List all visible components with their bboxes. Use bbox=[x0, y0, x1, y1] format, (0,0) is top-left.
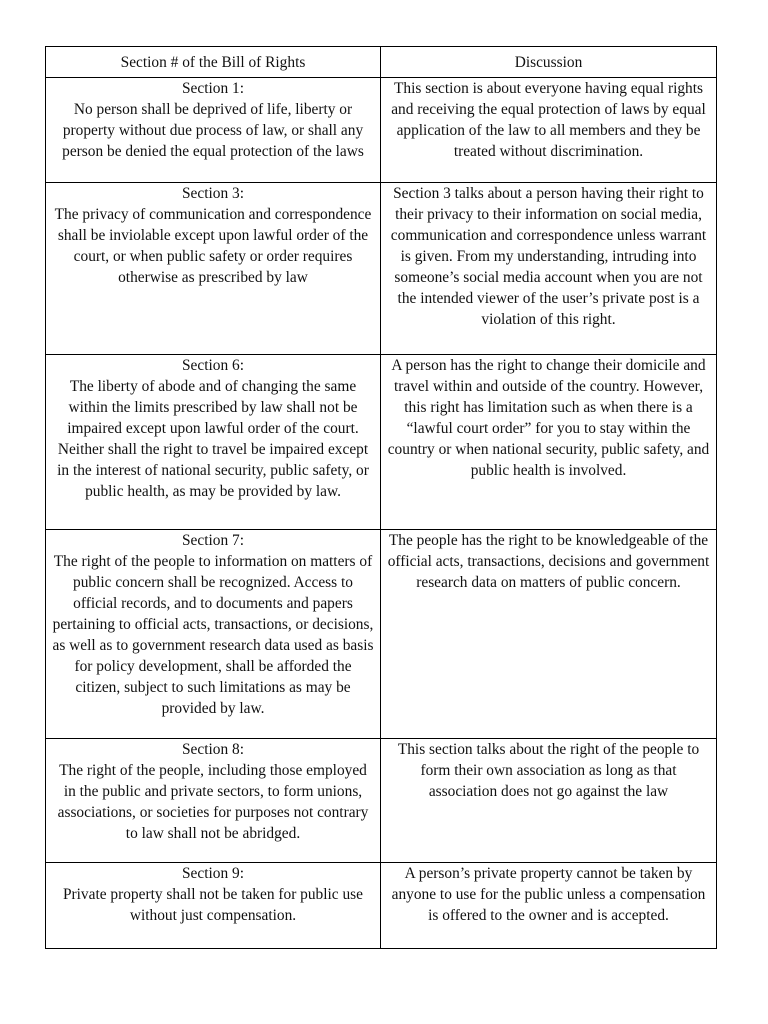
discussion-cell bbox=[381, 78, 717, 183]
discussion-cell bbox=[381, 355, 717, 530]
table-row bbox=[46, 739, 717, 863]
bill-of-rights-table bbox=[45, 46, 717, 949]
section-text: Section 3: The privacy of communication and correspondence shall be inviolable except upon lawful order of the court, or when public safety or order requires otherwise as prescribed by law bbox=[54, 185, 372, 286]
section-text: Section 6: The liberty of abode and of changing the same within the limits prescribed by law shall not be impaired except upon lawful order of the court. Neither shall the right to travel be impaired except in the interest of national security, public safety, or public health, as may be provided by law. bbox=[57, 357, 369, 500]
discussion-text: A person has the right to change their domicile and travel within and outside of the country. However, this right has limitation such as when there is a “lawful court order” for you to stay within the country or when national security, public safety, and public health is involved. bbox=[387, 357, 710, 479]
section-text: Section 1: No person shall be deprived of life, liberty or property without due process of law, or shall any person be denied the equal protection of the laws bbox=[62, 80, 364, 160]
section-text: Section 7: The right of the people to information on matters of public concern shall be recognized. Access to official records, and to documents and papers pertaining to official acts, transactions, or decisions, as well as to government research data used as basis for policy development, shall be afforded the citizen, subject to such limitations as may be provided by law. bbox=[52, 532, 374, 717]
section-cell bbox=[46, 739, 381, 863]
discussion-cell bbox=[381, 739, 717, 863]
table-row bbox=[46, 863, 717, 949]
section-text: Section 8: The right of the people, including those employed in the public and private sectors, to form unions, associations, or societies for purposes not contrary to law shall not be abridged. bbox=[57, 741, 369, 842]
table-row bbox=[46, 530, 717, 739]
section-cell bbox=[46, 355, 381, 530]
table-row bbox=[46, 78, 717, 183]
discussion-cell bbox=[381, 863, 717, 949]
discussion-text: Section 3 talks about a person having their right to their privacy to their information on social media, communication and correspondence unless warrant is given. From my understanding, intruding into someone’s social media account when you are not the intended viewer of the user’s private post is a violation of this right. bbox=[390, 185, 707, 328]
section-text: Section 9: Private property shall not be taken for public use without just compensation. bbox=[62, 865, 364, 924]
table-row bbox=[46, 183, 717, 355]
header-section: Section # of the Bill of Rights bbox=[46, 47, 381, 78]
discussion-cell bbox=[381, 530, 717, 739]
discussion-text: This section talks about the right of the people to form their own association as long as that association does not go against the law bbox=[397, 741, 700, 800]
discussion-text: This section is about everyone having equal rights and receiving the equal protection of laws by equal application of the law to all members and they be treated without discrimination. bbox=[391, 80, 706, 160]
section-cell bbox=[46, 183, 381, 355]
discussion-cell bbox=[381, 183, 717, 355]
section-cell bbox=[46, 78, 381, 183]
header-discussion: Discussion bbox=[381, 47, 717, 78]
section-cell bbox=[46, 863, 381, 949]
table-header-row bbox=[46, 47, 717, 78]
table-row bbox=[46, 355, 717, 530]
discussion-text: The people has the right to be knowledgeable of the official acts, transactions, decisions and government research data on matters of public concern. bbox=[387, 532, 710, 591]
discussion-text: A person’s private property cannot be taken by anyone to use for the public unless a compensation is offered to the owner and is accepted. bbox=[391, 865, 706, 924]
section-cell bbox=[46, 530, 381, 739]
